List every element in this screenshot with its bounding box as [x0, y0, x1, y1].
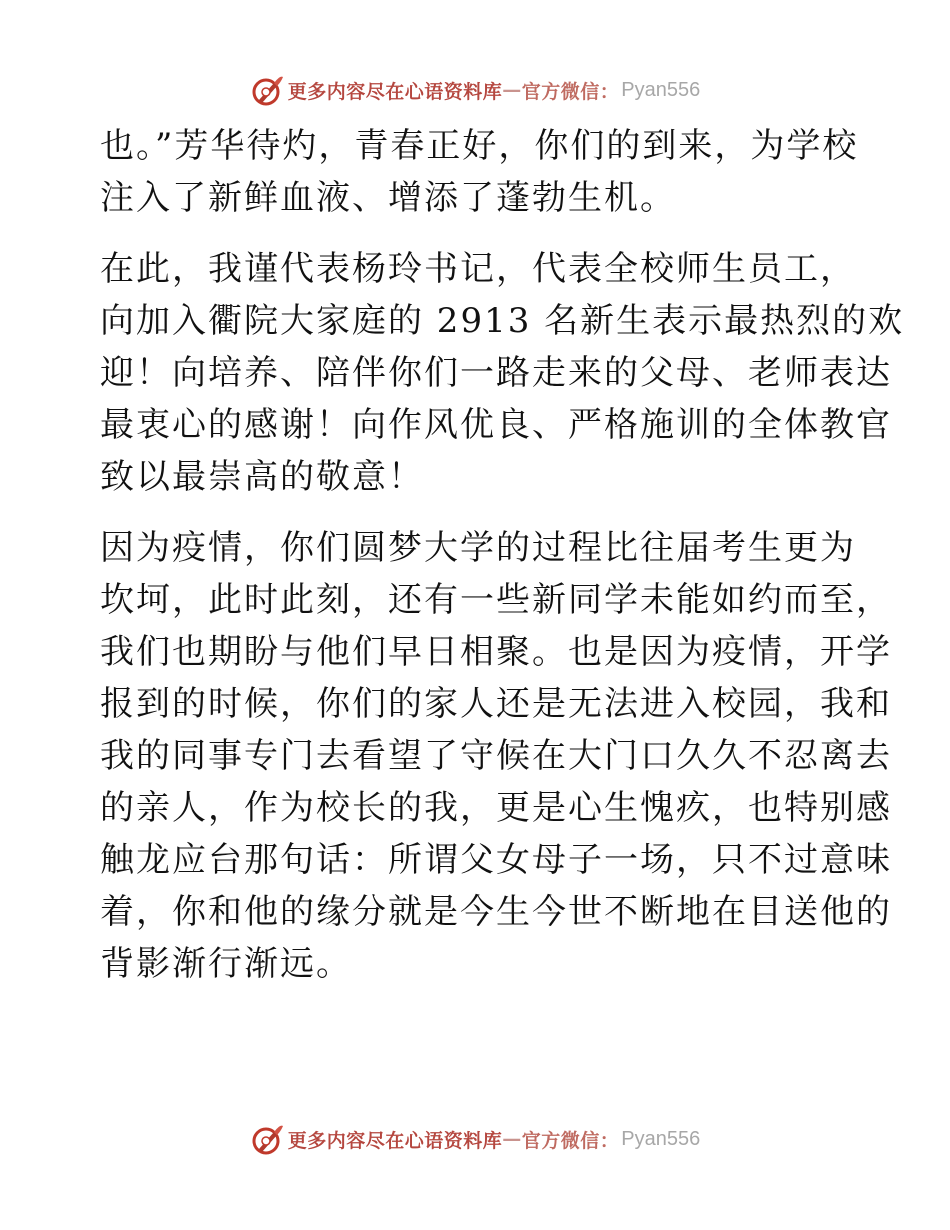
text-line: 报到的时候，你们的家人还是无法进入校园，我和 — [100, 684, 892, 724]
footer-banner — [0, 1119, 950, 1159]
text-line: 触龙应台那句话：所谓父女母子一场，只不过意味 — [100, 840, 892, 880]
text-line: 注入了新鲜血液、增添了蓬勃生机。 — [100, 178, 676, 218]
paragraph — [100, 120, 860, 224]
quill-logo-icon — [250, 1122, 284, 1156]
text-line: 也。”芳华待灼，青春正好，你们的到来，为学校 — [100, 126, 859, 166]
text-line: 我们也期盼与他们早日相聚。也是因为疫情，开学 — [100, 632, 892, 672]
text-line: 背影渐行渐远。 — [100, 944, 352, 984]
header-banner — [0, 70, 950, 110]
text-line: 我的同事专门去看望了守候在大门口久久不忍离去 — [100, 736, 892, 776]
wechat-id: Pyan556 — [621, 1127, 701, 1150]
text-line: 致以最崇高的敬意！ — [100, 457, 424, 497]
document-body — [100, 120, 905, 1009]
wechat-label: 官方微信： — [521, 1129, 620, 1152]
text-line: 迎！向培养、陪伴你们一路走来的父母、老师表达 — [100, 353, 892, 393]
text-line: 向加入衢院大家庭的 2913 名新生表示最热烈的欢 — [100, 301, 905, 341]
quill-logo-icon — [250, 73, 284, 107]
paragraph — [100, 522, 892, 990]
text-line: 因为疫情，你们圆梦大学的过程比往届考生更为 — [100, 528, 856, 568]
text-line: 着，你和他的缘分就是今生今世不断地在目送他的 — [100, 892, 892, 932]
brand-dash: — — [502, 79, 522, 101]
paragraph — [100, 243, 905, 503]
text-line: 在此，我谨代表杨玲书记，代表全校师生员工， — [100, 249, 856, 289]
wechat-label: 官方微信： — [521, 80, 620, 103]
brand-text: 更多内容尽在心语资料库 — [287, 80, 503, 103]
brand-text: 更多内容尽在心语资料库 — [287, 1129, 503, 1152]
text-line: 最衷心的感谢！向作风优良、严格施训的全体教官 — [100, 405, 892, 445]
wechat-id: Pyan556 — [621, 78, 701, 101]
brand-dash: — — [502, 1128, 522, 1150]
text-line: 坎坷，此时此刻，还有一些新同学未能如约而至， — [100, 580, 892, 620]
text-line: 的亲人，作为校长的我，更是心生愧疚，也特别感 — [100, 788, 892, 828]
